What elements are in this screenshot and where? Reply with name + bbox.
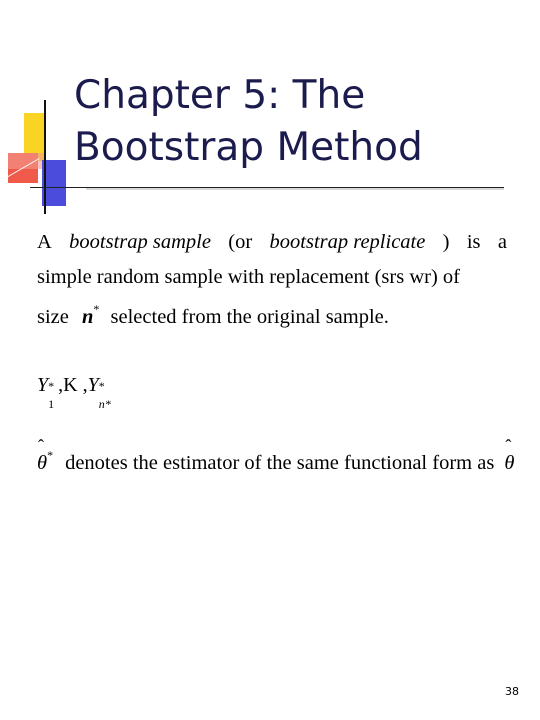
decor-vertical-rule (44, 100, 46, 214)
y1-subscript: 1 (48, 397, 55, 411)
n-star: * (93, 302, 100, 316)
word-a: a (497, 231, 507, 253)
page-number: 38 (505, 685, 519, 698)
decor-rule-shadow (86, 188, 504, 190)
theta-star-symbol (37, 436, 48, 475)
theta-star-superscript: * (47, 448, 54, 462)
yn-symbol: Y (87, 374, 99, 396)
paren-or: (or (228, 231, 253, 253)
word-size: size (37, 306, 69, 328)
word-is: is (466, 231, 481, 253)
theta-symbol (504, 436, 515, 475)
article-a: A (37, 231, 52, 253)
decor-red-overlay (8, 153, 46, 169)
title-underline (30, 187, 504, 188)
y1-star: * (48, 379, 55, 393)
theta-star-letter: θ (37, 452, 48, 474)
n-symbol: n (82, 306, 94, 328)
term-bootstrap-replicate: bootstrap replicate (269, 231, 426, 253)
bootstrap-sequence (37, 374, 113, 411)
ellipsis: ,K , (58, 374, 88, 396)
paren-close: ) (442, 231, 450, 253)
slide-title: Chapter 5: The Bootstrap Method (74, 73, 423, 170)
definition-line-3-rest: selected from the original sample. (110, 306, 389, 328)
estimator-line (37, 436, 517, 475)
theta-letter: θ (504, 452, 515, 474)
theta-star-hat: ˆ (38, 436, 44, 456)
estimator-text: denotes the estimator of the same functional form as (65, 452, 495, 474)
theta-hat: ˆ (505, 436, 512, 456)
yn-star: * (98, 379, 105, 393)
definition-line-2: simple random sample with replacement (srs wr) of (37, 266, 460, 288)
y1-symbol: Y (37, 374, 49, 396)
definition-line-3 (37, 303, 507, 333)
definition-line-1 (37, 228, 507, 256)
yn-subscript: n* (98, 397, 111, 411)
term-bootstrap-sample: bootstrap sample (69, 231, 211, 253)
